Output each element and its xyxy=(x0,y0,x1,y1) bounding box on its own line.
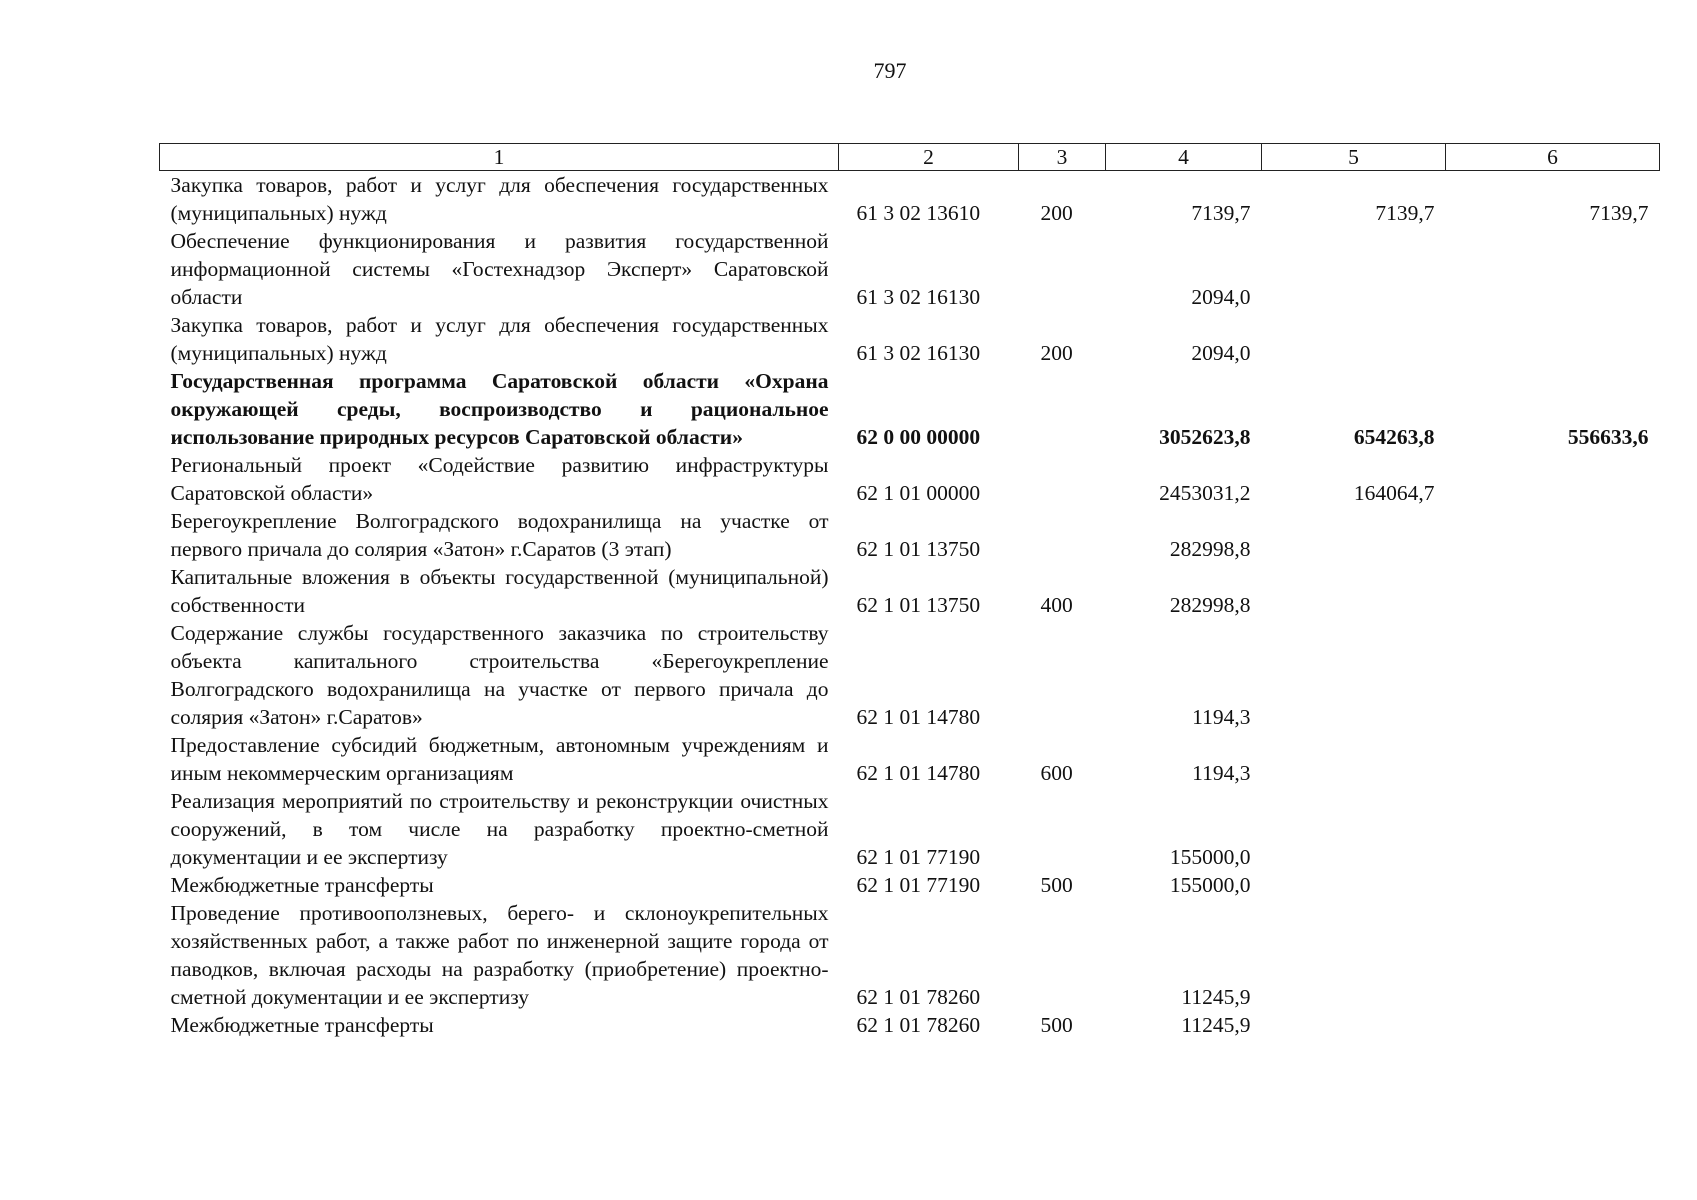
budget-table xyxy=(159,143,1660,1039)
table-row xyxy=(160,367,1660,451)
row-value-5 xyxy=(1262,899,1446,1011)
row-code: 62 1 01 78260 xyxy=(856,985,981,1009)
row-value-4: 282998,8 xyxy=(1169,593,1251,617)
row-value-6 xyxy=(1446,311,1660,367)
row-value-4: 11245,9 xyxy=(1181,985,1251,1009)
row-value-4: 2453031,2 xyxy=(1159,481,1251,505)
row-name: Капитальные вложения в объекты государственной (муниципальной) собственности xyxy=(170,565,829,617)
row-value-5 xyxy=(1262,787,1446,871)
row-value-6 xyxy=(1446,619,1660,731)
row-value-6 xyxy=(1446,563,1660,619)
row-value-6 xyxy=(1446,451,1660,507)
row-value-5 xyxy=(1262,871,1446,899)
table-row xyxy=(160,171,1660,228)
header-col-3: 3 xyxy=(1019,144,1106,171)
row-value-5 xyxy=(1262,311,1446,367)
row-value-5 xyxy=(1262,227,1446,311)
row-name: Проведение противооползневых, берего- и склоноукрепительных хозяйственных работ, а также работ по инженерной защите города от паводков, включая расходы на разработку (приобретение) проектно-сметной документации и ее экспертизу xyxy=(170,901,829,1009)
table-row xyxy=(160,619,1660,731)
row-value-4: 2094,0 xyxy=(1191,341,1251,365)
row-value-6 xyxy=(1446,227,1660,311)
row-value-4: 155000,0 xyxy=(1169,873,1251,897)
row-name: Реализация мероприятий по строительству и реконструкции очистных сооружений, в том числе на разработку проектно-сметной документации и ее экспертизу xyxy=(170,789,829,869)
row-code: 62 0 00 00000 xyxy=(856,425,981,449)
row-value-6: 7139,7 xyxy=(1589,201,1649,225)
table-row xyxy=(160,1011,1660,1039)
table-row xyxy=(160,311,1660,367)
row-code: 61 3 02 16130 xyxy=(856,341,981,365)
row-name: Государственная программа Саратовской области «Охрана окружающей среды, воспроизводство и рациональное использование природных ресурсов Саратовской области» xyxy=(170,369,829,449)
row-value-4: 11245,9 xyxy=(1181,1013,1251,1037)
row-kind: 200 xyxy=(1040,341,1073,365)
row-value-5: 7139,7 xyxy=(1375,201,1435,225)
row-value-4: 3052623,8 xyxy=(1159,425,1251,449)
table-row xyxy=(160,787,1660,871)
row-name: Закупка товаров, работ и услуг для обеспечения государственных (муниципальных) нужд xyxy=(170,173,829,225)
row-kind: 600 xyxy=(1040,761,1073,785)
row-value-6 xyxy=(1446,871,1660,899)
table-row xyxy=(160,871,1660,899)
row-kind xyxy=(1019,899,1106,1011)
row-kind: 500 xyxy=(1040,873,1073,897)
row-kind xyxy=(1019,367,1106,451)
row-value-5 xyxy=(1262,507,1446,563)
row-kind xyxy=(1019,507,1106,563)
row-kind: 500 xyxy=(1040,1013,1073,1037)
table-row xyxy=(160,507,1660,563)
row-name: Закупка товаров, работ и услуг для обеспечения государственных (муниципальных) нужд xyxy=(170,313,829,365)
row-code: 62 1 01 77190 xyxy=(856,873,981,897)
table-row xyxy=(160,451,1660,507)
row-value-4: 282998,8 xyxy=(1169,537,1251,561)
row-value-5 xyxy=(1262,1011,1446,1039)
row-kind xyxy=(1019,619,1106,731)
table-row xyxy=(160,227,1660,311)
row-value-6 xyxy=(1446,899,1660,1011)
table-row xyxy=(160,731,1660,787)
row-name: Берегоукрепление Волгоградского водохранилища на участке от первого причала до солярия «Затон» г.Саратов (3 этап) xyxy=(170,509,829,561)
header-row xyxy=(160,144,1660,171)
row-kind xyxy=(1019,227,1106,311)
row-code: 62 1 01 77190 xyxy=(856,845,981,869)
row-value-4: 7139,7 xyxy=(1191,201,1251,225)
row-code: 62 1 01 14780 xyxy=(856,705,981,729)
row-code: 62 1 01 00000 xyxy=(856,481,981,505)
header-col-6: 6 xyxy=(1446,144,1660,171)
row-value-5 xyxy=(1262,731,1446,787)
row-value-5 xyxy=(1262,563,1446,619)
row-name: Межбюджетные трансферты xyxy=(170,1013,434,1037)
row-code: 61 3 02 13610 xyxy=(856,201,981,225)
header-col-5: 5 xyxy=(1262,144,1446,171)
row-value-5 xyxy=(1262,619,1446,731)
row-value-4: 2094,0 xyxy=(1191,285,1251,309)
row-value-5: 164064,7 xyxy=(1353,481,1435,505)
page-number: 797 xyxy=(873,58,907,83)
row-code: 62 1 01 13750 xyxy=(856,593,981,617)
row-name: Обеспечение функционирования и развития государственной информационной системы «Гостехнадзор Эксперт» Саратовской области xyxy=(170,229,829,309)
row-kind: 400 xyxy=(1040,593,1073,617)
table-row xyxy=(160,899,1660,1011)
row-name: Межбюджетные трансферты xyxy=(170,873,434,897)
row-kind: 200 xyxy=(1040,201,1073,225)
row-kind xyxy=(1019,787,1106,871)
header-col-2: 2 xyxy=(839,144,1019,171)
row-value-6 xyxy=(1446,731,1660,787)
row-code: 61 3 02 16130 xyxy=(856,285,981,309)
row-value-6: 556633,6 xyxy=(1567,425,1649,449)
header-col-4: 4 xyxy=(1106,144,1262,171)
header-col-1: 1 xyxy=(160,144,839,171)
row-value-4: 1194,3 xyxy=(1192,761,1251,785)
row-value-4: 155000,0 xyxy=(1169,845,1251,869)
row-value-4: 1194,3 xyxy=(1192,705,1251,729)
row-code: 62 1 01 14780 xyxy=(856,761,981,785)
row-name: Содержание службы государственного заказчика по строительству объекта капитального строительства «Берегоукрепление Волгоградского водохранилища на участке от первого причала до солярия «Затон» г.Саратов» xyxy=(170,621,829,729)
row-code: 62 1 01 78260 xyxy=(856,1013,981,1037)
row-code: 62 1 01 13750 xyxy=(856,537,981,561)
row-value-6 xyxy=(1446,1011,1660,1039)
row-name: Предоставление субсидий бюджетным, автономным учреждениям и иным некоммерческим организациям xyxy=(170,733,829,785)
table-row xyxy=(160,563,1660,619)
row-value-6 xyxy=(1446,507,1660,563)
row-value-6 xyxy=(1446,787,1660,871)
row-kind xyxy=(1019,451,1106,507)
row-name: Региональный проект «Содействие развитию инфраструктуры Саратовской области» xyxy=(170,453,829,505)
row-value-5: 654263,8 xyxy=(1353,425,1435,449)
